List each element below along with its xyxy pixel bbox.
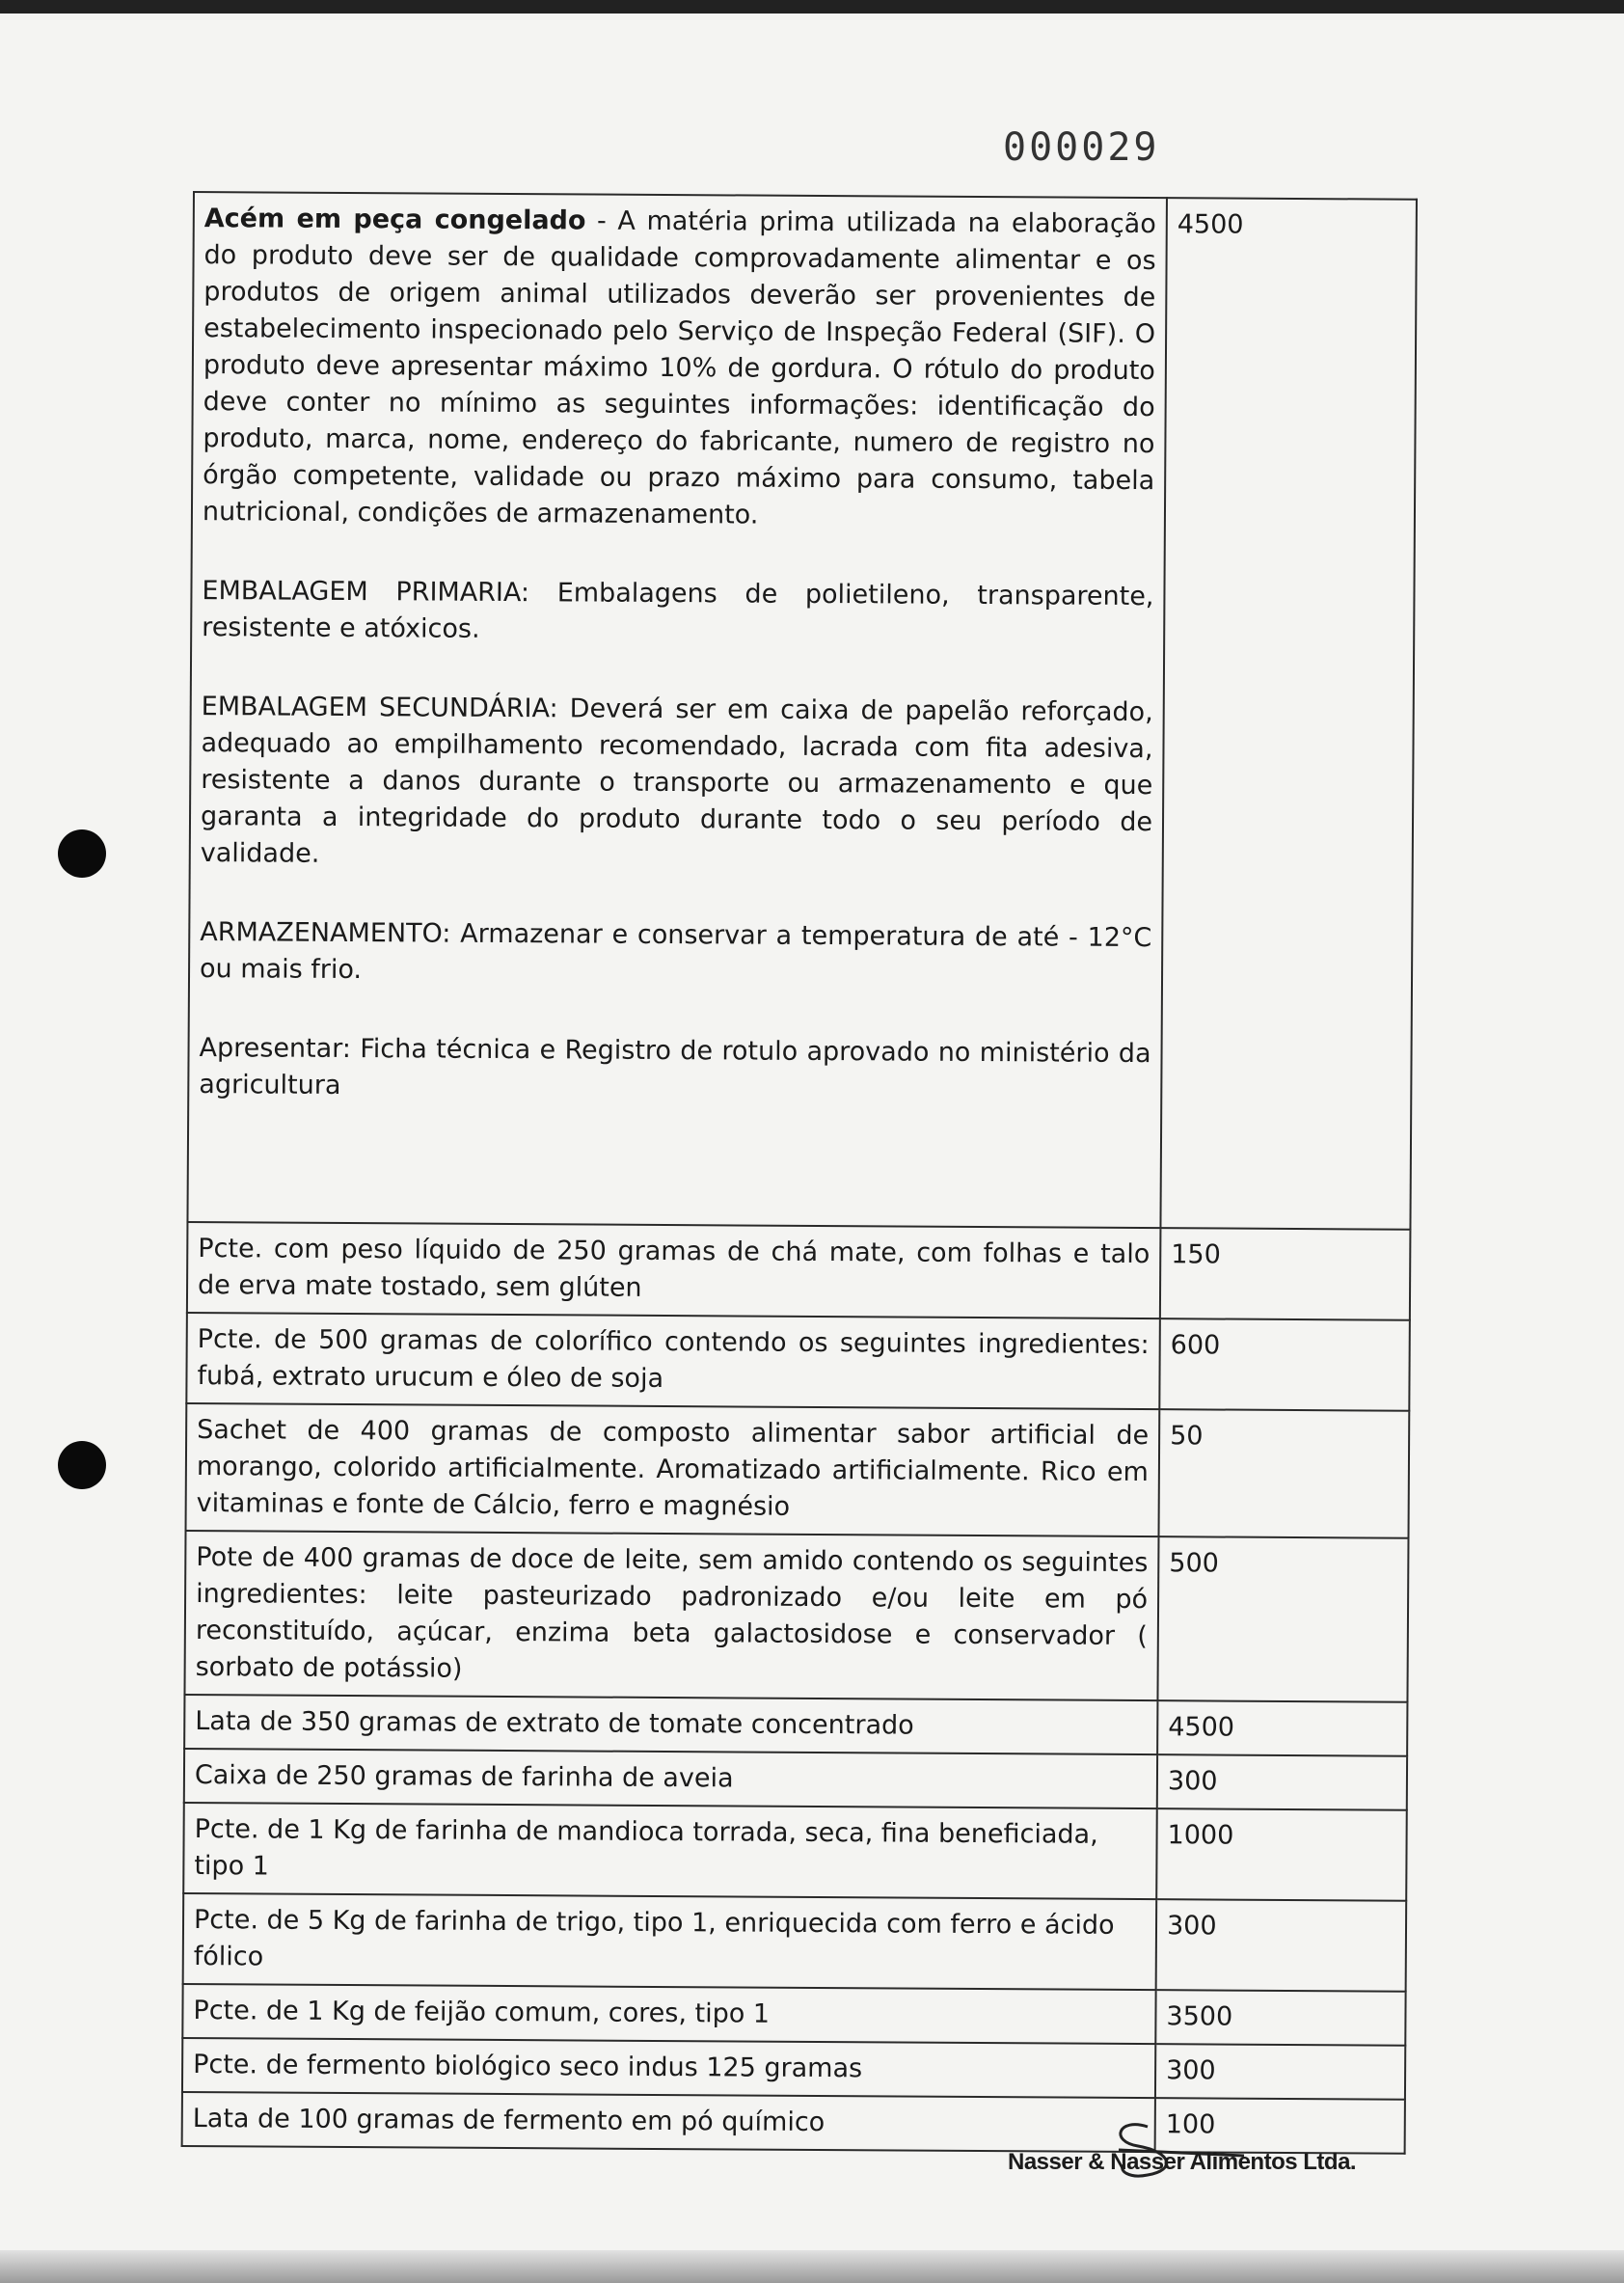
item-paragraph: ARMAZENAMENTO: Armazenar e conservar a temperatura de até - 12°C ou mais frio.	[199, 917, 1152, 986]
item-quantity: 4500	[1157, 1700, 1407, 1756]
item-description	[187, 192, 1167, 1228]
table-row	[184, 1531, 1408, 1702]
table-row	[183, 1803, 1407, 1901]
item-quantity: 150	[1160, 1228, 1411, 1320]
item-quantity: 500	[1157, 1536, 1408, 1702]
item-quantity: 1000	[1156, 1808, 1407, 1901]
item-description: Pcte. de 5 Kg de farinha de trigo, tipo 1, enriquecida com ferro e ácido fólico	[183, 1893, 1157, 1990]
company-name: Nasser & Nasser Alimentos Ltda.	[1008, 2149, 1357, 2175]
item-quantity: 4500	[1160, 198, 1417, 1230]
item-quantity: 300	[1157, 1754, 1407, 1810]
item-description: Sachet de 400 gramas de composto alimentar sabor artificial de morango, colorido artificialmente. Aromatizado artificialmente. Rico em vitaminas e fonte de Cálcio, ferro e magnésio	[186, 1403, 1160, 1536]
item-description: Caixa de 250 gramas de farinha de aveia	[184, 1749, 1157, 1808]
table-row	[183, 1893, 1407, 1992]
table-row	[186, 1313, 1410, 1411]
item-quantity: 300	[1156, 1899, 1407, 1992]
product-table	[181, 191, 1418, 2155]
item-text: - A matéria prima utilizada na elaboração do produto deve ser de qualidade comprovadamente alimentar e os produtos de origem animal utilizados deverão ser provenientes de estabelecimento inspecionado pelo Serviço de Inspeção Federal (SIF). O produto deve apresentar máximo 10% de gordura. O rótulo do produto deve conter no mínimo as seguintes informações: identificação do produto, marca, nome, endereço do fabricante, numero de registro no órgão competente, validade ou prazo máximo para consumo, tabela nutricional, condições de armazenamento.	[202, 205, 1156, 530]
table-row	[182, 2038, 1405, 2100]
item-description: Pcte. de fermento biológico seco indus 125 gramas	[182, 2038, 1155, 2098]
item-paragraph: Apresentar: Ficha técnica e Registro de rotulo aprovado no ministério da agricultura	[199, 1033, 1151, 1101]
item-quantity: 50	[1158, 1409, 1409, 1538]
table-row	[187, 1222, 1411, 1320]
item-description: Pcte. de 1 Kg de feijão comum, cores, tipo 1	[182, 1984, 1155, 2044]
item-description: Pcte. de 1 Kg de farinha de mandioca torrada, seca, fina beneficiada, tipo 1	[183, 1803, 1157, 1899]
punch-hole-bottom	[58, 1441, 106, 1489]
item-description: Lata de 350 gramas de extrato de tomate concentrado	[184, 1695, 1157, 1754]
table-row	[186, 1403, 1410, 1538]
scan-bottom-edge	[0, 2250, 1624, 2283]
item-paragraph: EMBALAGEM SECUNDÁRIA: Deverá ser em caixa de papelão reforçado, adequado ao empilhamento recomendado, lacrada com fita adesiva, resistente a danos durante o transporte ou armazenamento e que garanta a integridade do produto durante todo o seu período de validade.	[200, 692, 1153, 869]
table-row	[187, 192, 1417, 1230]
punch-hole-top	[58, 829, 106, 878]
item-description: Pcte. de 500 gramas de colorífico contendo os seguintes ingredientes: fubá, extrato urucum e óleo de soja	[186, 1313, 1160, 1409]
table-row	[184, 1695, 1407, 1756]
page-number: 000029	[1003, 125, 1160, 170]
table-row	[184, 1749, 1407, 1810]
scan-top-edge	[0, 0, 1624, 14]
item-quantity: 300	[1155, 2044, 1405, 2100]
item-description: Pote de 400 gramas de doce de leite, sem amido contendo os seguintes ingredientes: leite pasteurizado padronizado e/ou leite em pó reconstituído, açúcar, enzima beta galactosidose e conservador ( sorbato de potássio)	[184, 1531, 1158, 1700]
item-lead: Acém em peça congelado	[203, 204, 586, 236]
item-quantity: 3500	[1155, 1990, 1405, 2046]
item-paragraph: EMBALAGEM PRIMARIA: Embalagens de polietileno, transparente, resistente e atóxicos.	[202, 576, 1154, 644]
item-quantity: 100	[1155, 2098, 1405, 2154]
table-row	[182, 1984, 1405, 2046]
item-description: Lata de 100 gramas de fermento em pó químico	[182, 2092, 1155, 2152]
item-quantity: 600	[1159, 1318, 1410, 1411]
item-description: Pcte. com peso líquido de 250 gramas de chá mate, com folhas e talo de erva mate tostado, sem glúten	[187, 1222, 1161, 1318]
